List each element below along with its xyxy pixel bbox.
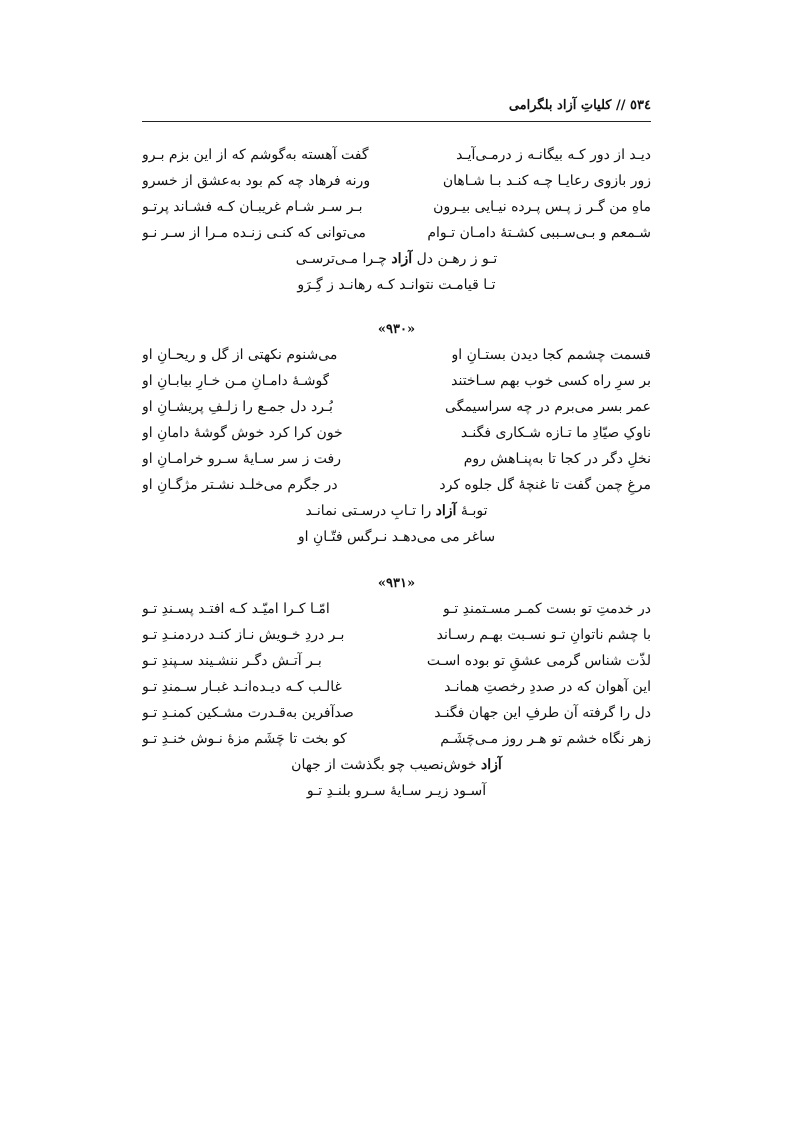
running-header xyxy=(142,98,651,120)
header-separator: // xyxy=(616,98,626,113)
couplet xyxy=(142,674,651,700)
first-hemistich: شـمعم و بـی‌سـببی کشـتهٔ دامـان تـوام xyxy=(427,225,651,241)
couplet xyxy=(142,394,651,420)
couplet xyxy=(142,700,651,726)
pen-name: آزاد xyxy=(391,251,413,267)
couplet xyxy=(142,622,651,648)
closing-line-2: تـا قیامـت نتوانـد کـه رهانـد ز گِـرَو xyxy=(297,277,496,293)
couplet xyxy=(142,220,651,246)
poem-number-930: «۹۳۰» xyxy=(377,322,416,337)
pen-name: آزاد xyxy=(481,757,502,773)
first-hemistich: دیـد از دور کـه بیگانـه ز درمـی‌آیـد xyxy=(456,147,651,163)
couplet xyxy=(142,420,651,446)
first-hemistich: بر سرِ راه کسی خوب بهم سـاختند xyxy=(451,373,651,389)
first-hemistich: دل را گرفته آن طرفِ این جهان فگنـد xyxy=(434,705,651,721)
poem-number-931: «۹۳۱» xyxy=(377,576,416,591)
second-hemistich: گوشـهٔ دامـانِ مـن خـارِ بیابـانِ او xyxy=(142,373,330,389)
second-hemistich: بـر آتـش دگـر ننشـیند سـپندِ تـو xyxy=(142,653,322,669)
closing-line-2: ساغر می می‌دهـد نـرگس فتّـانِ او xyxy=(297,529,496,545)
first-hemistich: لذّت شناس گرمی عشقِ تو بوده اسـت xyxy=(426,653,651,669)
book-title: کلیاتِ آزاد بلگرامی xyxy=(508,98,612,113)
poem-931 xyxy=(142,596,651,804)
couplet xyxy=(142,446,651,472)
couplet xyxy=(142,168,651,194)
second-hemistich: رفت ز سر سـایهٔ سـرو خرامـانِ او xyxy=(142,451,342,467)
second-hemistich: صدآفرین به‌قـدرت مشـکین کمنـدِ تـو xyxy=(142,705,354,721)
couplet xyxy=(142,472,651,498)
couplet xyxy=(142,142,651,168)
second-hemistich: می‌شنوم نکهتی از گل و ریحـانِ او xyxy=(142,347,338,363)
first-hemistich: این آهوان که در صددِ رخصتِ همانـد xyxy=(444,679,651,695)
first-hemistich: عمر بسر می‌برم در چه سراسیمگی xyxy=(445,399,651,415)
couplet xyxy=(142,648,651,674)
pen-name: آزاد xyxy=(435,503,457,519)
second-hemistich: غالـب کـه دیـده‌انـد غبـار سـمندِ تـو xyxy=(142,679,342,695)
first-hemistich: نخلِ دگر در کجا تا به‌پنـاهش روم xyxy=(463,451,651,467)
poem-continued xyxy=(142,142,651,298)
second-hemistich: در جگرم می‌خلـد نشـتر مژگـانِ او xyxy=(142,477,338,493)
first-hemistich: زور بازوی رعایـا چـه کنـد بـا شـاهان xyxy=(442,173,651,189)
second-hemistich: ورنه فرهاد چه کم بود به‌عشق از خسرو xyxy=(142,173,371,189)
closing-line-2: آسـود زیـر سـایهٔ سـرو بلنـدِ تـو xyxy=(306,783,487,799)
first-hemistich: مرغِ چمن گفت تا غنچهٔ گل جلوه کرد xyxy=(439,477,651,493)
second-hemistich: گفت آهسته به‌گوشم که از این بزم بـرو xyxy=(142,147,369,163)
closing-line-1: آزاد خوش‌نصیب چو بگذشت از جهان xyxy=(291,757,502,773)
couplet xyxy=(142,342,651,368)
second-hemistich: بـر سـر شـام غریبـان کـه فشـاند پرتـو xyxy=(142,199,363,215)
couplet xyxy=(142,368,651,394)
closing-line-1: تـو ز رهـن دل آزاد چـرا مـی‌ترسـی xyxy=(295,251,498,267)
page-number: ٥٣٤ xyxy=(630,98,651,113)
first-hemistich: ماهِ من گـر ز پـس پـرده نیـایی بیـرون xyxy=(433,199,651,215)
second-hemistich: کو بخت تا چَشَم مزهٔ نـوش خنـدِ تـو xyxy=(142,731,347,747)
couplet xyxy=(142,726,651,752)
couplet xyxy=(142,596,651,622)
second-hemistich: بُـرد دل جمـع را زلـفِ پریشـانِ او xyxy=(142,399,333,415)
couplet xyxy=(142,194,651,220)
second-hemistich: می‌توانی که کنـی زنـده مـرا از سـر نـو xyxy=(142,225,366,241)
second-hemistich: خون کرا کرد خوش گوشهٔ دامانِ او xyxy=(142,425,343,441)
first-hemistich: در خدمتِ تو بست کمـر مسـتمندِ تـو xyxy=(442,601,651,617)
second-hemistich: بـر دردِ خـویش نـاز کنـد دردمنـدِ تـو xyxy=(142,627,345,643)
first-hemistich: با چشم ناتوانِ تـو نسـبت بهـم رسـاند xyxy=(436,627,651,643)
closing-line-1: توبـهٔ آزاد را تـابِ درسـتی نمانـد xyxy=(305,503,488,519)
first-hemistich: قسمت چشمم کجا دیدن بستـانِ او xyxy=(451,347,651,363)
second-hemistich: امّـا کـرا امیّـد کـه افتـد پسـندِ تـو xyxy=(142,601,330,617)
poem-930 xyxy=(142,342,651,550)
first-hemistich: زهر نگاه خشم تو هـر روز مـی‌چَشَـم xyxy=(440,731,651,747)
first-hemistich: ناوکِ صیّادِ ما تـازه شـکاری فگنـد xyxy=(460,425,651,441)
header-rule xyxy=(142,121,651,122)
